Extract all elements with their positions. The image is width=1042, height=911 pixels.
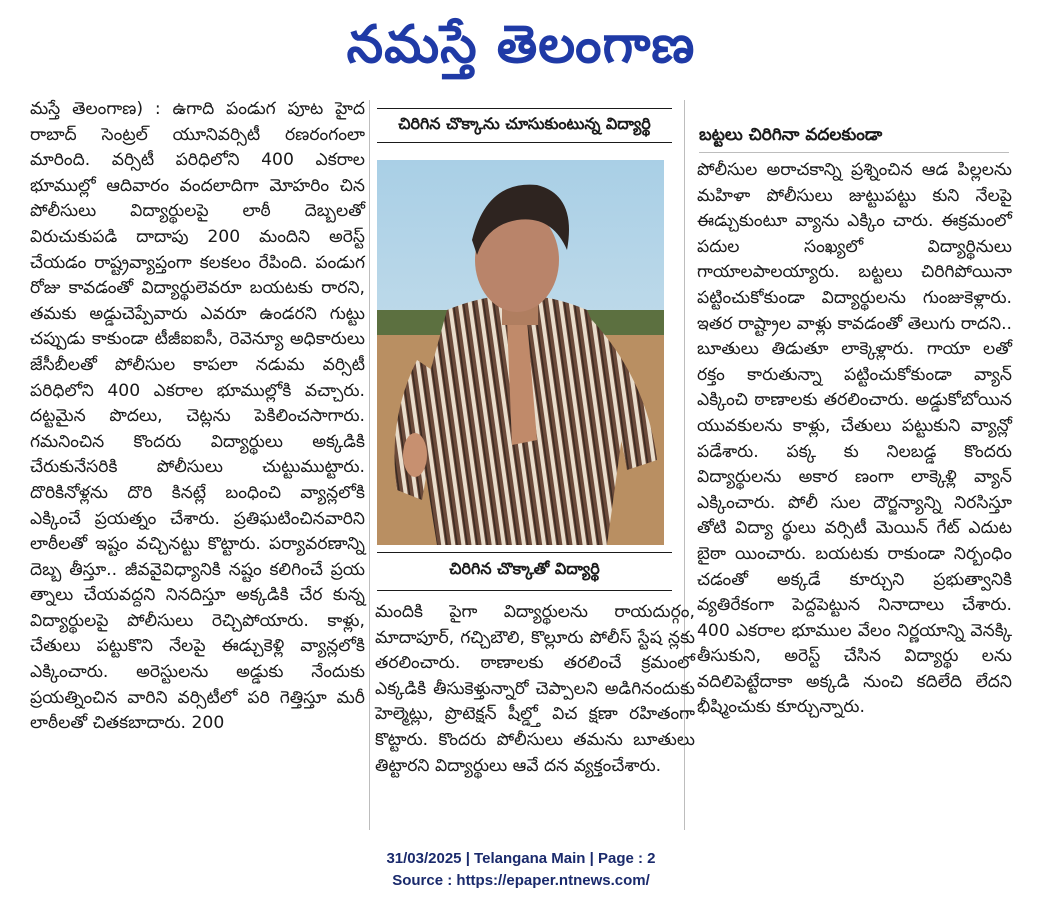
caption-rule — [377, 142, 672, 143]
caption-rule — [377, 108, 672, 109]
column-2-text: మందికి పైగా విద్యార్థులను రాయదుర్గం, మాదాపూర్, గచ్చిబౌలి, కొల్లూరు పోలీస్ స్టేష న్లకు తరలించారు. ఠాణాలకు తరలించే క్రమంలో ఎక్కడికి తీసుకెళ్తున్నారో చెప్పాలని అడిగినందుకు హెల్మెట్లు, ప్రొటెక్షన్ షీల్డ్తో విచ క్షణా రహితంగా కొట్టారు. కొందరు పోలీసులు తమను బూతులు తిట్టారని విద్యార్థులు ఆవే దన వ్యక్తంచేశారు. — [375, 602, 695, 776]
student-photo — [377, 160, 664, 545]
newspaper-logo: నమస్తే తెలంగాణ — [346, 15, 696, 75]
student-photo-illustration — [377, 160, 664, 545]
article-column-1 — [30, 97, 365, 737]
column-3-text: పోలీసుల అరాచకాన్ని ప్రశ్నించిన ఆడ పిల్లలను మహిళా పోలీసులు జుట్టుపట్టు కుని నేలపై ఈడ్చుకుంటూ వ్యాను ఎక్కిం చారు. ఈక్రమంలో పదుల సంఖ్యలో విద్యార్థినులు గాయాలపాలయ్యారు. బట్టలు చిరిగిపోయినా పట్టించుకోకుండా విద్యార్థులను గుంజుకెళ్లారు. ఇతర రాష్ట్రాల వాళ్లు కావడంతో తెలుగు రాదని.. బూతులు తిడుతూ లాక్కెళ్లారు. గాయా లతో రక్తం కారుతున్నా పట్టించుకోకుండా వ్యాన్ ఎక్కించి ఠాణాలకు తరలించారు. అడ్డుకోబోయిన యువకులను కాళ్లు, చేతులు పట్టుకుని వ్యాన్లో పడేశారు. పక్క కు నిలబడ్డ కొందరు విద్యార్థులను అకార ణంగా లాక్కెళ్లి వ్యాన్ ఎక్కించారు. పోలీ సుల దౌర్జన్యాన్ని నిరసిస్తూ తోటి విద్యా ర్థులు వర్సిటీ మెయిన్ గేట్ ఎదుట బైఠా యించారు. బయటకు రాకుండా నిర్బంధిం చడంతో అక్కడే కూర్చుని ప్రభుత్వానికి వ్యతిరేకంగా పెద్దపెట్టున నినాదాలు చేశారు. 400 ఎకరాల భూముల వేలం నిర్ణయాన్ని వెనక్కి తీసుకుని, అరెస్ట్ చేసిన విద్యార్థు లను వదిలిపెట్టేదాకా అక్కడి నుంచి కదిలేది లేదని భీష్మించుకు కూర్చున్నారు. — [697, 160, 1012, 718]
photo-caption-top: చిరిగిన చొక్కాను చూసుకుంటున్న విద్యార్థి — [398, 114, 651, 133]
column-divider — [369, 100, 370, 830]
subheading: బట్టలు చిరిగినా వదలకుండా — [699, 125, 883, 145]
column-1-text: మస్తే తెలంగాణ) : ఉగాది పండుగ పూట హైద రాబాద్ సెంట్రల్ యూనివర్సిటీ రణరంగంలా మారింది. వర్సిటీ పరిధిలోని 400 ఎకరాల భూముల్లో ఆదివారం వందలాదిగా మోహరిం చిన పోలీసులు విద్యార్థులపై లాఠీ దెబ్బలతో విరుచుకుపడి దాదాపు 200 మందిని అరెస్ట్ చేయడం రాష్ట్రవ్యాప్తంగా కలకలం రేపింది. పండుగ రోజు కావడంతో విద్యార్థులెవరూ బయటకు రారని, తమకు అడ్డుచెప్పేవారు ఎవరూ ఉండరని గుట్టు చప్పుడు కాకుండా టీజీఐఐసీ, రెవెన్యూ అధికారులు జేసీబీలతో పోలీసుల కాపలా నడుమ వర్సిటీ పరిధిలోని 400 ఎకరాల భూముల్లోకి వచ్చారు. దట్టమైన పొదలు, చెట్లను పెకిలించసాగారు. గమనించిన కొందరు విద్యార్థులు అక్కడికి చేరుకునేసరికి పోలీసులు చుట్టుముట్టారు. దొరికినోళ్లను దొరి కినట్లే బంధించి వ్యాన్లలోకి ఎక్కించే ప్రయత్నం చేశారు. ప్రతిఘటించినవారిని లాఠీలతో ఇష్టం వచ్చినట్టు కొట్టారు. పర్యావరణాన్ని దెబ్బ తీస్తూ.. జీవవైవిధ్యానికి నష్టం కలిగించే ప్రయ త్నాలు చేయవద్దని నినదిస్తూ అక్కడికి చేర కున్న విద్యార్థులపై పోలీసులు రెచ్చిపోయారు. కాళ్లు, చేతులు పట్టుకొని నేలపై ఈడ్చుకెళ్లి వ్యాన్లలోకి ఎక్కించారు. అరెస్టులను అడ్డుకు నేందుకు ప్రయత్నించిన వారిని వర్సిటీలో పరి గెత్తిస్తూ మరీ లాఠీలతో చితకబాదారు. 200 — [30, 99, 365, 734]
subheading-rule — [699, 152, 1009, 153]
article-column-3 — [697, 158, 1012, 721]
masthead — [0, 0, 1042, 90]
photo-caption-bottom: చిరిగిన చొక్కాతో విద్యార్థి — [449, 559, 600, 578]
footer-date-line: 31/03/2025 | Telangana Main | Page : 2 — [386, 850, 656, 867]
caption-rule — [377, 552, 672, 553]
caption-rule — [377, 590, 672, 591]
footer-source-line: Source : https://epaper.ntnews.com/ — [392, 872, 650, 889]
article-column-2 — [375, 600, 695, 779]
